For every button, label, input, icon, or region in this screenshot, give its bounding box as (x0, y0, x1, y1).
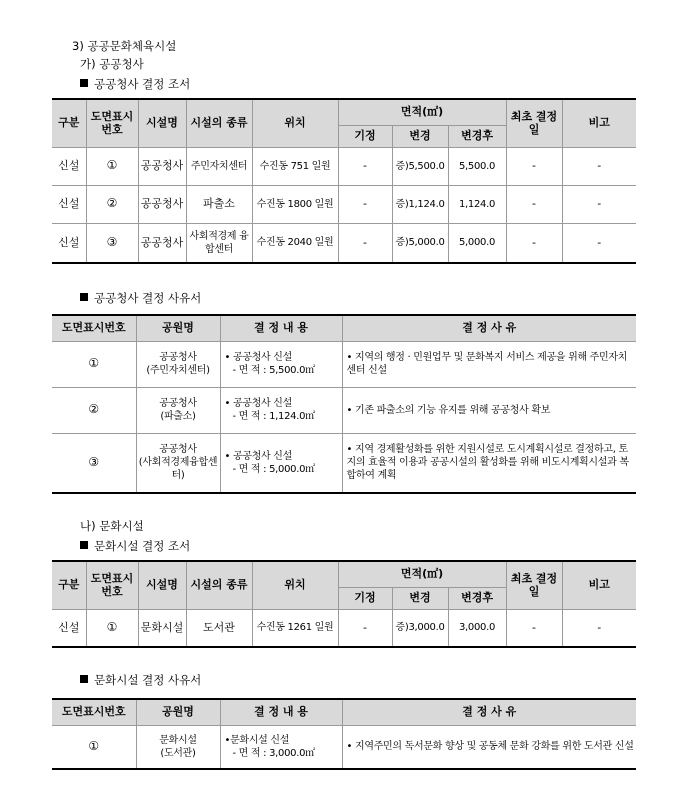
col-map-no: 도면표시번호 (52, 315, 136, 341)
col-existing: 기정 (338, 125, 392, 147)
col-remark: 비고 (562, 561, 636, 609)
table-row: 신설 ① 문화시설 도서관 수진동 1261 일원 - 증)3,000.0 3,000.0 - - (52, 609, 636, 647)
table-row: 신설 ① 공공청사 주민자치센터 수진동 751 일원 - 증)5,500.0 5,500.0 - - (52, 147, 636, 185)
table1-title: 공공청사 결정 조서 (80, 76, 190, 92)
subsection-heading-na: 나) 문화시설 (80, 519, 144, 533)
table-row: ③ 공공청사 (사회적경제융합센터) • 공공청사 신설 - 면 적 : 5,000.0㎡ • 지역 경제활성화를 위한 지원시설로 도시계획시설로 결정하고, 토지의 효율적 이용과 공공시설의 활성화를 위해 비도시계획시설과 복합하여 계획 (52, 433, 636, 493)
col-gubun: 구분 (52, 99, 86, 147)
col-facility-type: 시설의 종류 (186, 561, 252, 609)
col-facility-name: 시설명 (138, 99, 186, 147)
col-change: 변경 (392, 587, 448, 609)
table3-decision (52, 560, 636, 648)
square-bullet-icon (80, 675, 88, 683)
col-facility-name: 시설명 (138, 561, 186, 609)
col-location: 위치 (252, 99, 338, 147)
col-existing: 기정 (338, 587, 392, 609)
table2-reason (52, 314, 636, 494)
col-first-date: 최초 결정일 (506, 561, 562, 609)
square-bullet-icon (80, 79, 88, 87)
col-facility: 공원명 (136, 699, 220, 725)
col-area: 면적(㎡) (338, 99, 506, 125)
col-first-date: 최초 결정일 (506, 99, 562, 147)
table1-decision (52, 98, 636, 264)
col-facility-type: 시설의 종류 (186, 99, 252, 147)
col-after: 변경후 (448, 587, 506, 609)
table3-title: 문화시설 결정 조서 (80, 538, 190, 554)
col-map-no: 도면표시 번호 (86, 99, 138, 147)
table-row: ① 공공청사 (주민자치센터) • 공공청사 신설 - 면 적 : 5,500.0㎡ • 지역의 행정 · 민원업무 및 문화복지 서비스 제공을 위해 주민자치센터 신설 (52, 341, 636, 387)
col-content: 결 정 내 용 (220, 315, 342, 341)
table-row: 신설 ③ 공공청사 사회적경제 융합센터 수진동 2040 일원 - 증)5,000.0 5,000.0 - - (52, 223, 636, 263)
col-area: 면적(㎡) (338, 561, 506, 587)
table2-title: 공공청사 결정 사유서 (80, 290, 201, 306)
table4-title: 문화시설 결정 사유서 (80, 672, 201, 688)
table-row: ① 문화시설 (도서관) •문화시설 신설 - 면 적 : 3,000.0㎡ • 지역주민의 독서문화 향상 및 공동체 문화 강화를 위한 도서관 신설 (52, 725, 636, 769)
col-reason: 결 정 사 유 (342, 315, 636, 341)
col-change: 변경 (392, 125, 448, 147)
table-row: 신설 ② 공공청사 파출소 수진동 1800 일원 - 증)1,124.0 1,124.0 - - (52, 185, 636, 223)
col-gubun: 구분 (52, 561, 86, 609)
col-map-no: 도면표시 번호 (86, 561, 138, 609)
section-heading: 3) 공공문화체육시설 (72, 39, 177, 53)
col-map-no: 도면표시번호 (52, 699, 136, 725)
subsection-heading-ga: 가) 공공청사 (80, 57, 144, 71)
col-reason: 결 정 사 유 (342, 699, 636, 725)
col-content: 결 정 내 용 (220, 699, 342, 725)
table4-reason (52, 698, 636, 770)
square-bullet-icon (80, 293, 88, 301)
table-row: ② 공공청사 (파출소) • 공공청사 신설 - 면 적 : 1,124.0㎡ • 기존 파출소의 기능 유지를 위해 공공청사 확보 (52, 387, 636, 433)
square-bullet-icon (80, 541, 88, 549)
col-facility: 공원명 (136, 315, 220, 341)
col-after: 변경후 (448, 125, 506, 147)
col-remark: 비고 (562, 99, 636, 147)
col-location: 위치 (252, 561, 338, 609)
